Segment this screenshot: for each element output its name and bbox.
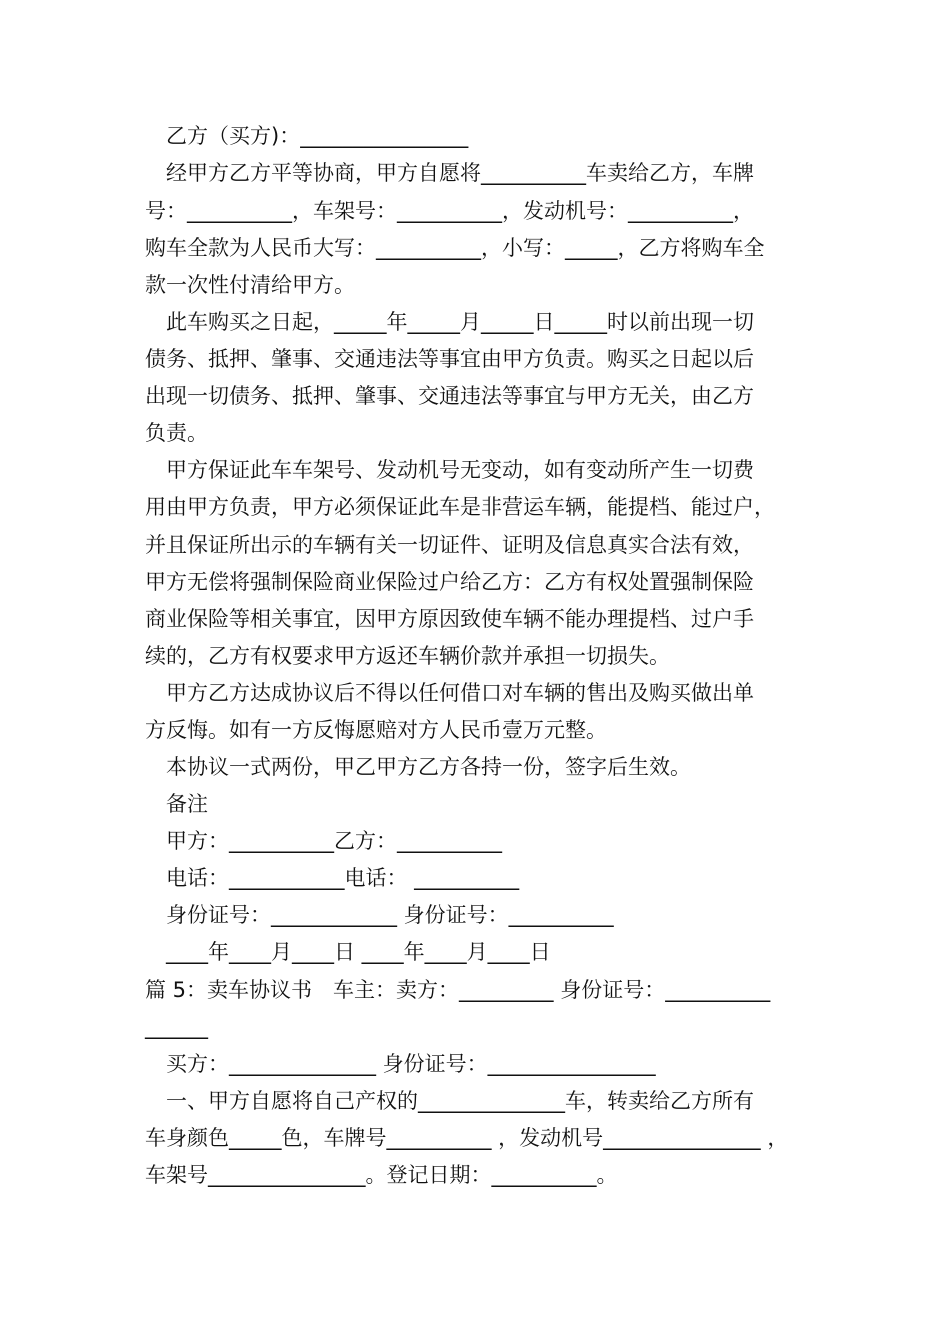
text-line: 方反悔。如有一方反悔愿赔对方人民币壹万元整。 [145,718,607,742]
text-line: 甲方乙方达成协议后不得以任何借口对车辆的售出及购买做出单 [166,681,754,705]
text-line: 电话：___________电话： __________ [166,866,520,890]
text-line: 篇 5：卖车协议书 车主：卖方：_________ 身份证号：__________ [145,978,771,1002]
text-line: 债务、抵押、肇事、交通违法等事宜由甲方负责。购买之日起以后 [145,347,754,371]
text-line: 车架号_______________。登记日期：__________。 [145,1163,618,1187]
text-line: 并且保证所出示的车辆有关一切证件、证明及信息真实合法有效， [145,533,754,557]
text-line: 身份证号：____________ 身份证号：__________ [166,903,614,927]
text-line: 本协议一式两份，甲乙甲方乙方各持一份，签字后生效。 [166,755,691,779]
text-line: 用由甲方负责，甲方必须保证此车是非营运车辆，能提档、能过户， [145,495,775,519]
text-line: 买方：______________ 身份证号：________________ [166,1052,656,1076]
text-line: 甲方无偿将强制保险商业保险过户给乙方：乙方有权处置强制保险 [145,570,754,594]
text-line: 商业保险等相关事宜，因甲方原因致使车辆不能办理提档、过户手 [145,607,754,631]
text-line: 负责。 [145,421,208,445]
text-line: 甲方：__________乙方：__________ [166,829,502,853]
text-line: ______ [145,1015,208,1039]
text-line: 备注 [166,792,208,816]
text-line: 出现一切债务、抵押、肇事、交通违法等事宜与甲方无关，由乙方 [145,384,754,408]
text-line: 车身颜色_____色，车牌号__________ ，发动机号_______________ ， [145,1126,789,1150]
text-line: 经甲方乙方平等协商，甲方自愿将__________车卖给乙方，车牌 [166,161,754,185]
text-line: 一、甲方自愿将自己产权的______________车，转卖给乙方所有 [166,1089,754,1113]
text-line: ____年____月____日 ____年____月____日 [166,940,551,964]
text-line: 乙方（买方)：________________ [166,124,469,148]
text-line: 甲方保证此车车架号、发动机号无变动，如有变动所产生一切费 [166,458,754,482]
text-line: 款一次性付清给甲方。 [145,273,355,297]
text-line: 号：__________，车架号：__________，发动机号：__________， [145,199,754,223]
text-line: 续的，乙方有权要求甲方返还车辆价款并承担一切损失。 [145,644,670,668]
text-line: 此车购买之日起，_____年_____月_____日_____时以前出现一切 [166,310,754,334]
text-line: 购车全款为人民币大写：__________，小写：_____，乙方将购车全 [145,236,765,260]
